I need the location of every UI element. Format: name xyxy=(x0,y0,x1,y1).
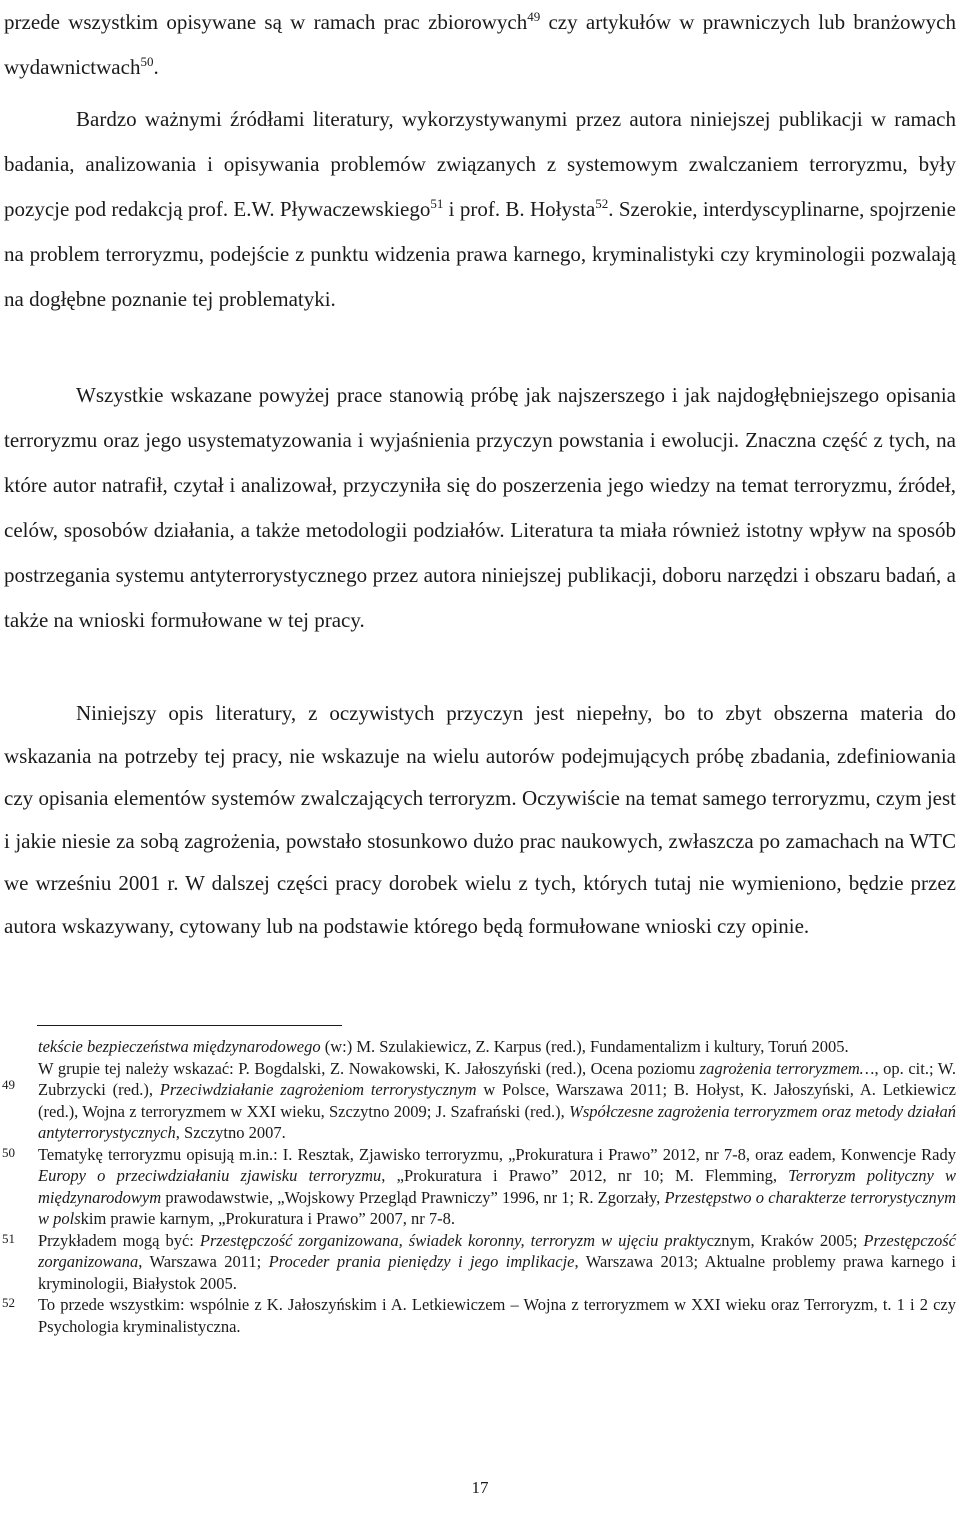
footnote-52 xyxy=(0,1294,960,1337)
italic-run: zagrożenia terroryzmem… xyxy=(699,1058,875,1078)
footnote-number: 49 xyxy=(2,1076,15,1092)
footnote-number: 51 xyxy=(2,1230,15,1246)
text-run: w Polsce, Warszawa 2011; B. Hołyst, K. Jałoszyński, A. Letkiewicz (red.), Wojna z terroryzmem w XXI wieku, Szczytno 2009; J. Szafrański (red.), xyxy=(38,1080,956,1121)
italic-run: Przestępczość zorganizowana xyxy=(38,1230,956,1271)
text-run: i prof. B. Hołysta xyxy=(443,197,596,221)
text-run: Przykładem mogą być: xyxy=(38,1230,200,1250)
text-run: , Szczytno 2007. xyxy=(175,1123,286,1142)
italic-run: Przestępczość zorganizowana, świadek koronny, terroryzm w ujęciu prakty xyxy=(199,1230,707,1250)
footnote-text xyxy=(38,1144,956,1230)
footnote-text: To przede wszystkim: wspólnie z K. Jałoszyńskim i A. Letkiewiczem – Wojna z terroryzmem w XXI wieku oraz Terroryzm, t. 1 i 2 czy Psychologia kryminalistyczna. xyxy=(38,1295,956,1336)
footnote-text xyxy=(38,1230,956,1295)
italic-run: Proceder prania pieniędzy i jego implikacje xyxy=(268,1252,575,1271)
italic-run: Europy o przeciwdziałaniu zjawisku terroryzmu xyxy=(38,1166,382,1185)
text-run: Bardzo ważnymi źródłami literatury, wykorzystywanymi przez autora niniejszej publikacji w ramach badania, analizowania i opisywania problemów związanych z systemowym zwalczaniem terroryzmu, były pozycje pod redakcją prof. E.W. Pływaczewskiego xyxy=(4,107,956,221)
footnote-text xyxy=(38,1036,956,1058)
footnote-continuation xyxy=(0,1036,960,1058)
footnote-ref[interactable]: 49 xyxy=(527,9,541,24)
footnote-ref[interactable]: 50 xyxy=(140,54,154,69)
text-run: W grupie tej należy wskazać: P. Bogdalski, Z. Nowakowski, K. Jałoszyński (red.), Ocena poziomu xyxy=(38,1058,700,1078)
text-run: . Szerokie, interdyscyplinarne, spojrzenie na problem terroryzmu, podejście z punktu widzenia prawa karnego, kryminalistyki czy kryminologii pozwalają na dogłębne poznanie tej problematyki. xyxy=(4,197,957,311)
footnote-50 xyxy=(0,1144,960,1230)
italic-run: Przestępstwo o charakterze terrorystycznym w pols xyxy=(38,1187,956,1228)
italic-run: Przeciwdziałanie zagrożeniom terrorystycznym xyxy=(159,1080,477,1099)
text-run: (w:) M. Szulakiewicz, Z. Karpus (red.), Fundamentalizm i kultury, Toruń 2005. xyxy=(320,1037,849,1056)
italic-run: Terroryzm polityczny w międzynarodowym xyxy=(38,1166,956,1207)
text-run: prawodawstwie, „Wojskowy Przegląd Prawniczy” 1996, nr 1; R. Zgorzały, xyxy=(161,1187,665,1207)
footnote-separator xyxy=(37,1025,342,1026)
paragraph-continuation xyxy=(4,0,956,90)
paragraph-literature-sources xyxy=(4,97,956,322)
text-run: Tematykę terroryzmu opisują m.in.: I. Resztak, Zjawisko terroryzmu, „Prokuratura i Prawo” 2012, nr 7-8, oraz eadem, Konwencje Rady xyxy=(38,1144,956,1164)
footnote-49 xyxy=(0,1058,960,1144)
text-run: . xyxy=(153,55,159,79)
italic-run: tekście bezpieczeństwa międzynarodowego xyxy=(38,1037,321,1056)
footnote-ref[interactable]: 51 xyxy=(430,196,444,211)
footnote-51 xyxy=(0,1230,960,1295)
text-run: czy artykułów w prawniczych lub branżowych wydawnictwach xyxy=(4,10,956,79)
footnote-number: 50 xyxy=(2,1144,15,1160)
footnote-number: 52 xyxy=(2,1295,15,1310)
text-run: cznym, Kraków 2005; xyxy=(706,1230,864,1250)
italic-run: Współczesne zagrożenia terroryzmem oraz metody działań antyterrorystycznych xyxy=(38,1101,956,1142)
text-run: kim prawie karnym, „Prokuratura i Prawo” 2007, nr 7-8. xyxy=(80,1209,456,1228)
paragraph-works-summary: Wszystkie wskazane powyżej prace stanowią próbę jak najszerszego i jak najdogłębniejszego opisania terroryzmu oraz jego usystematyzowania i wyjaśnienia przyczyn powstania i ewolucji. Znaczna część z tych, na które autor natrafił, czytał i analizował, przyczyniła się do poszerzenia jego wiedzy na temat terroryzmu, źródeł, celów, sposobów działania, a także metodologii podziałów. Literatura ta miała również istotny wpływ na sposób postrzegania systemu antyterrorystycznego przez autora niniejszej publikacji, doboru narzędzi i obszaru badań, a także na wnioski formułowane w tej pracy. xyxy=(4,383,956,632)
text-run: , „Prokuratura i Prawo” 2012, nr 10; M. Flemming, xyxy=(381,1166,789,1185)
text-run: , Warszawa 2013; Aktualne problemy prawa karnego i kryminologii, Białystok 2005. xyxy=(38,1252,956,1293)
text-run: , Warszawa 2011; xyxy=(138,1252,269,1271)
page-number: 17 xyxy=(471,1478,489,1497)
text-run: przede wszystkim opisywane są w ramach prac zbiorowych xyxy=(4,10,528,34)
footnote-text xyxy=(38,1058,956,1144)
footnote-ref[interactable]: 52 xyxy=(595,196,609,211)
text-run: , op. cit.; W. Zubrzycki (red.), xyxy=(38,1058,956,1099)
paragraph-literature-scope: Niniejszy opis literatury, z oczywistych przyczyn jest niepełny, bo to zbyt obszerna materia do wskazania na potrzeby tej pracy, nie wskazuje na wielu autorów podejmujących próbę zbadania, zdefiniowania czy opisania elementów systemów zwalczających terroryzm. Oczywiście na temat samego terroryzmu, czym jest i jakie niesie za sobą zagrożenia, powstało stosunkowo dużo prac naukowych, zwłaszcza po zamachach na WTC we wrześniu 2001 r. W dalszej części pracy dorobek wielu z tych, których tutaj nie wymieniono, będzie przez autora wskazywany, cytowany lub na podstawie którego będą formułowane wnioski czy opinie. xyxy=(4,701,956,938)
footnotes-section xyxy=(0,1036,960,1337)
